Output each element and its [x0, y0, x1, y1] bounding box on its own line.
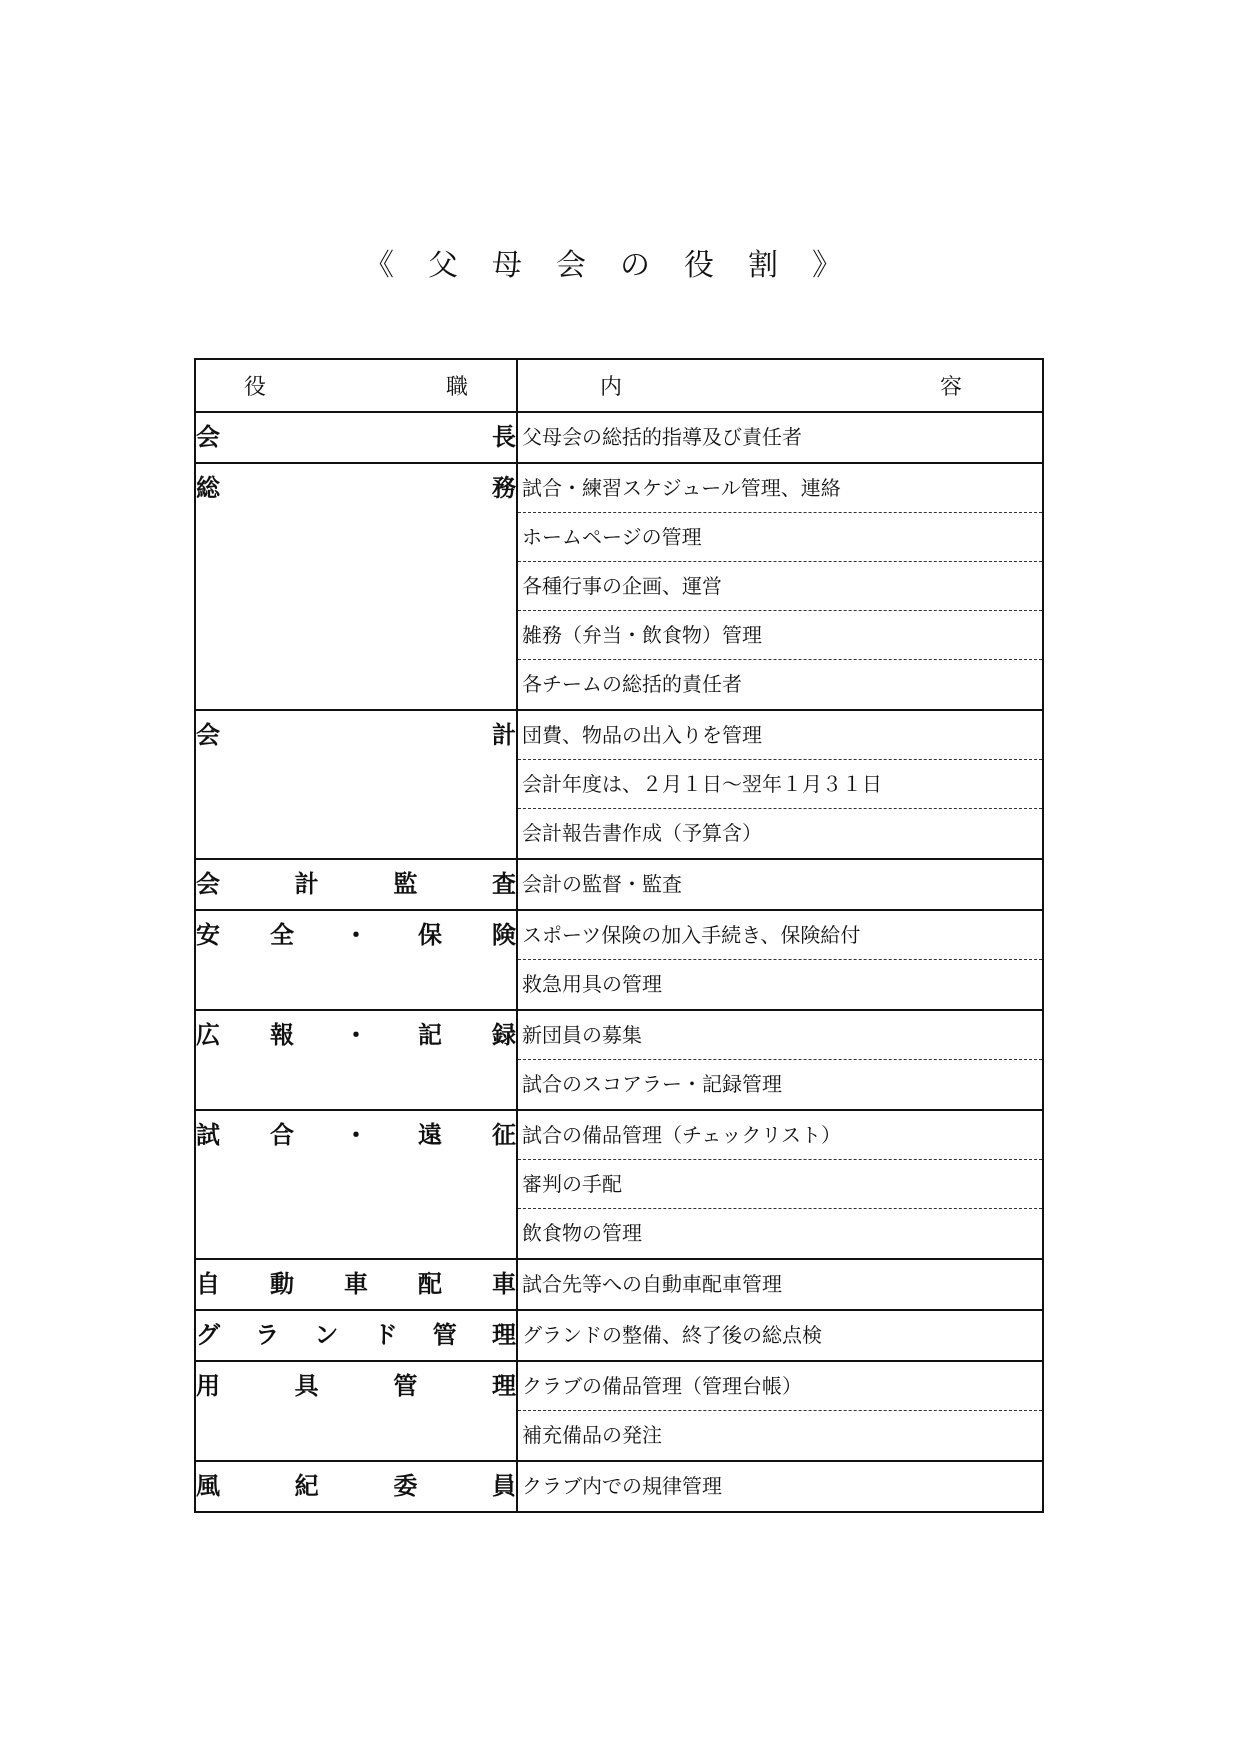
role-char: 報 [270, 1021, 294, 1049]
header-char: 職 [445, 375, 468, 400]
duties-cell [517, 1010, 1043, 1110]
role-name [196, 1011, 516, 1109]
role-char: 総 [196, 474, 220, 502]
role-name [196, 911, 516, 1009]
role-cell [195, 1361, 517, 1461]
role-char: 委 [393, 1472, 418, 1500]
role-char: 会 [196, 870, 220, 898]
role-char: 計 [294, 870, 319, 898]
table-row [195, 1110, 1043, 1259]
duty-item: 各種行事の企画、運営 [518, 562, 1042, 611]
role-char: 険 [492, 921, 516, 949]
role-char: 査 [491, 870, 516, 898]
duty-item: 試合先等への自動車配車管理 [522, 1272, 782, 1296]
role-char: 合 [270, 1121, 294, 1149]
duties-cell [517, 412, 1043, 463]
table-row [195, 859, 1043, 910]
header-char: 内 [600, 375, 623, 400]
role-name [196, 413, 516, 462]
duties-cell [517, 910, 1043, 1010]
role-char: 用 [196, 1372, 220, 1400]
table-row [195, 1010, 1043, 1110]
role-char: 安 [196, 921, 220, 949]
roles-table [194, 358, 1044, 1513]
role-char: 車 [344, 1270, 368, 1298]
duties-cell [517, 1461, 1043, 1512]
header-char: 容 [939, 375, 962, 400]
role-char: 征 [492, 1121, 516, 1149]
duties-cell [517, 1110, 1043, 1259]
table-row [195, 463, 1043, 710]
role-name [196, 1462, 516, 1511]
role-char: 会 [196, 721, 220, 749]
role-char: 務 [492, 474, 516, 502]
duty-item: 試合の備品管理（チェックリスト） [518, 1111, 1042, 1160]
duties-cell [517, 463, 1043, 710]
duty-item: 各チームの総括的責任者 [522, 672, 742, 696]
role-char: 管 [432, 1321, 457, 1349]
role-cell [195, 1010, 517, 1110]
role-char: 監 [393, 870, 418, 898]
role-char: 員 [491, 1472, 516, 1500]
content-column-header [517, 359, 1043, 412]
table-row [195, 1361, 1043, 1461]
role-char: 試 [196, 1121, 220, 1149]
duty-item: 救急用具の管理 [522, 972, 662, 996]
duty-item: 父母会の総括的指導及び責任者 [522, 425, 802, 449]
table-row [195, 910, 1043, 1010]
role-cell [195, 710, 517, 859]
role-name [196, 464, 516, 709]
duties-cell [517, 1310, 1043, 1361]
role-char: 録 [492, 1021, 516, 1049]
table-row [195, 710, 1043, 859]
role-cell [195, 412, 517, 463]
role-cell [195, 463, 517, 710]
role-name [196, 1111, 516, 1258]
role-name [196, 860, 516, 909]
duty-item: 雑務（弁当・飲食物）管理 [518, 611, 1042, 660]
role-cell [195, 1461, 517, 1512]
role-name [196, 1260, 516, 1309]
duty-item: 団費、物品の出入りを管理 [518, 711, 1042, 760]
duty-item: 審判の手配 [518, 1160, 1042, 1209]
role-name [196, 711, 516, 858]
page-title: 《父母会の役割》 [364, 248, 876, 283]
role-char: 広 [196, 1021, 220, 1049]
role-char: 風 [196, 1472, 220, 1500]
role-char: 具 [294, 1372, 319, 1400]
role-char: 保 [418, 921, 442, 949]
role-char: ラ [255, 1321, 280, 1349]
role-char: 配 [418, 1270, 442, 1298]
role-char: ・ [344, 921, 368, 949]
duties-cell [517, 710, 1043, 859]
duties-cell [517, 1361, 1043, 1461]
role-char: 計 [492, 721, 516, 749]
table-header-row [195, 359, 1043, 412]
role-char: 会 [196, 423, 220, 451]
duty-item: スポーツ保険の加入手続き、保険給付 [518, 911, 1042, 960]
role-char: ン [314, 1321, 339, 1349]
table-row [195, 1259, 1043, 1310]
duty-item: 補充備品の発注 [522, 1423, 662, 1447]
duty-item: 会計年度は、２月１日～翌年１月３１日 [518, 760, 1042, 809]
role-char: 車 [492, 1270, 516, 1298]
role-name [196, 1311, 516, 1360]
table-row [195, 412, 1043, 463]
role-cell [195, 910, 517, 1010]
duty-item: 試合のスコアラー・記録管理 [522, 1072, 782, 1096]
duty-item: グランドの整備、終了後の総点検 [522, 1323, 822, 1347]
role-char: 遠 [418, 1121, 442, 1149]
role-char: 管 [393, 1372, 418, 1400]
role-char: 紀 [294, 1472, 319, 1500]
role-char: 長 [492, 423, 516, 451]
duties-cell [517, 1259, 1043, 1310]
duty-item: 会計報告書作成（予算含） [522, 821, 762, 845]
role-cell [195, 1310, 517, 1361]
role-cell [195, 859, 517, 910]
role-name [196, 1362, 516, 1460]
duty-item: ホームページの管理 [518, 513, 1042, 562]
role-char: 動 [270, 1270, 294, 1298]
duty-item: 新団員の募集 [518, 1011, 1042, 1060]
duty-item: クラブの備品管理（管理台帳） [518, 1362, 1042, 1411]
role-char: 全 [270, 921, 294, 949]
role-cell [195, 1259, 517, 1310]
role-char: ・ [344, 1121, 368, 1149]
role-char: 理 [491, 1321, 516, 1349]
role-char: グ [196, 1321, 220, 1349]
role-char: 理 [491, 1372, 516, 1400]
duties-cell [517, 859, 1043, 910]
table-row [195, 1461, 1043, 1512]
role-char: ド [373, 1321, 398, 1349]
role-char: 自 [196, 1270, 220, 1298]
role-column-header [195, 359, 517, 412]
role-char: 記 [418, 1021, 442, 1049]
role-char: ・ [344, 1021, 368, 1049]
duty-item: 会計の監督・監査 [522, 872, 682, 896]
header-char: 役 [244, 375, 267, 400]
duty-item: 飲食物の管理 [522, 1221, 642, 1245]
duty-item: クラブ内での規律管理 [522, 1474, 722, 1498]
role-cell [195, 1110, 517, 1259]
duty-item: 試合・練習スケジュール管理、連絡 [518, 464, 1042, 513]
table-row [195, 1310, 1043, 1361]
